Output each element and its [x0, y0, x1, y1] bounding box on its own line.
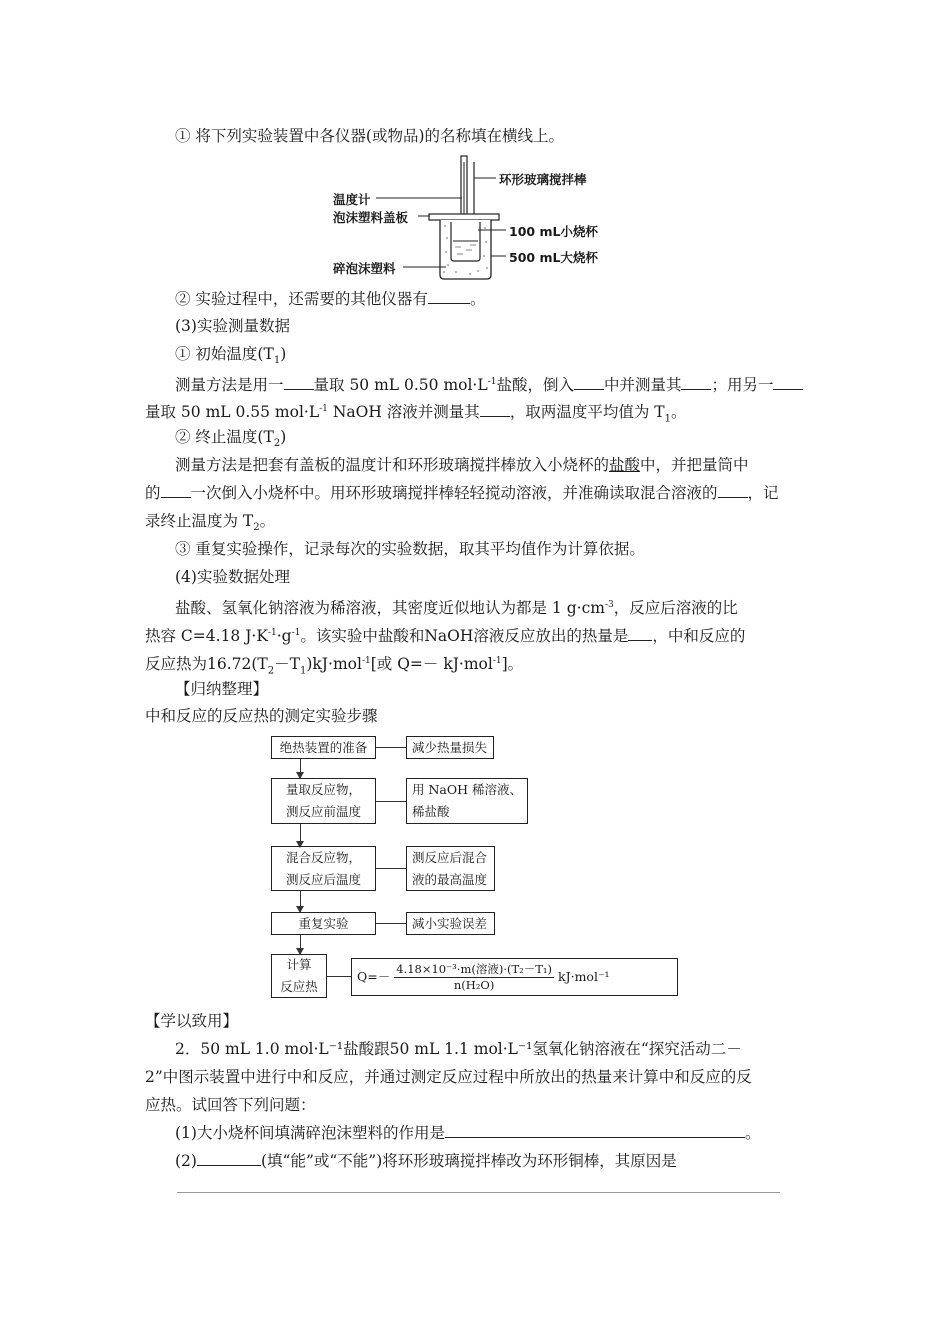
label-thermometer: 温度计: [333, 192, 371, 207]
step-calculate: 计算 反应热: [271, 954, 327, 998]
label-foam-lid: 泡沫塑料盖板: [333, 210, 409, 225]
note-reduce-error: 减小实验误差: [406, 912, 495, 935]
step-mix-reactants: 混合反应物， 测反应后温度: [271, 846, 376, 891]
note-solutions: 用 NaOH 稀溶液、 稀盐酸: [406, 778, 528, 824]
t2-method-line-1: 测量方法是把套有盖板的温度计和环形玻璃搅拌棒放入小烧杯的盐酸中，并把量筒中: [175, 456, 749, 474]
answer-blank: [428, 289, 470, 304]
summary-title: 【归纳整理】: [175, 680, 269, 698]
label-foam-filler: 碎泡沫塑料: [333, 261, 396, 276]
t1-method-line-2: 量取 50 mL 0.55 $mol\cdot L^{-1}$ NaOH 溶液并测量其 ，取两温度平均值为 $T_1$。: [145, 403, 687, 425]
t1-heading: ① 初始温度$(T_1)$: [175, 345, 287, 367]
data-line-1: 盐酸、氢氧化钠溶液为稀溶液，其密度近似地认为都是 1 $g\cdot cm^{-3}$，反应后溶液的比: [175, 599, 738, 618]
t2-heading: ② 终止温度$(T_2)$: [175, 428, 287, 450]
step-measure-reactants: 量取反应物， 测反应前温度: [271, 778, 376, 824]
exercise-question-1: (1)大小烧杯间填满碎泡沫塑料的作用是 。: [175, 1124, 761, 1142]
section-3-heading: (3)实验测量数据: [175, 317, 290, 335]
note-reduce-heat-loss: 减少热量损失: [406, 736, 494, 759]
apply-title: 【学以致用】: [145, 1012, 239, 1030]
data-line-3: 反应热为$16.72(T_2-T_1)kJ\cdot mol^{-1}$[或 Q=－ kJ·mol$^{-1}$]。: [145, 655, 524, 677]
repeat-step: ③ 重复实验操作，记录每次的实验数据，取其平均值作为计算依据。: [175, 540, 645, 558]
exercise-line-2: 2”中图示装置中进行中和反应，并通过测定反应过程中所放出的热量来计算中和反应的反: [145, 1068, 752, 1086]
question-2: ② 实验过程中，还需要的其他仪器有 。: [175, 290, 486, 308]
calorimeter-diagram: [0, 0, 950, 290]
exercise-line-3: 应热。试回答下列问题：: [145, 1096, 316, 1114]
answer-line: [177, 1192, 780, 1193]
label-stirrer: 环形玻璃搅拌棒: [499, 172, 587, 187]
step-repeat: 重复实验: [271, 912, 376, 935]
question-1: ① 将下列实验装置中各仪器(或物品)的名称填在横线上。: [175, 127, 565, 145]
t2-method-line-2: 的 一次倒入小烧杯中。用环形玻璃搅拌棒轻轻搅动溶液，并准确读取混合溶液的 ，记: [145, 484, 779, 502]
t1-method-line-1: 测量方法是用一 量取 50 mL 0.50 $mol\cdot L^{-1}$盐酸，倒入 中并测量其 ；用另一: [175, 372, 803, 395]
section-4-heading: (4)实验数据处理: [175, 568, 290, 586]
answer-blank-1: [445, 1123, 745, 1138]
formula-box: Q=－ 4.18×10⁻³·m(溶液)·(T₂－T₁) n(H₂O) kJ·mol⁻¹: [351, 958, 678, 996]
exercise-line-1: 2．50 mL 1.0 mol·L⁻¹盐酸跟50 mL 1.1 mol·L⁻¹氢氧化钠溶液在“探究活动二－: [175, 1040, 742, 1058]
exercise-question-2: (2) (填“能”或“不能”)将环形玻璃搅拌棒改为环形铜棒，其原因是: [175, 1152, 677, 1170]
summary-subtitle: 中和反应的反应热的测定实验步骤: [145, 707, 378, 725]
data-line-2: 热容 C=4.18 $J\cdot K^{-1}\cdot g^{-1}$。该实验中盐酸和NaOH溶液反应放出的热量是 ，中和反应的: [145, 627, 746, 646]
label-small-beaker: 100 mL小烧杯: [509, 224, 598, 239]
answer-blank-2: [197, 1151, 261, 1166]
step-prepare-insulation: 绝热装置的准备: [271, 736, 376, 759]
formula-fraction: 4.18×10⁻³·m(溶液)·(T₂－T₁) n(H₂O): [396, 961, 553, 992]
t2-method-line-3: 录终止温度为 $T_2$。: [145, 512, 276, 534]
note-max-temperature: 测反应后混合 液的最高温度: [406, 846, 495, 891]
label-large-beaker: 500 mL大烧杯: [509, 250, 598, 265]
